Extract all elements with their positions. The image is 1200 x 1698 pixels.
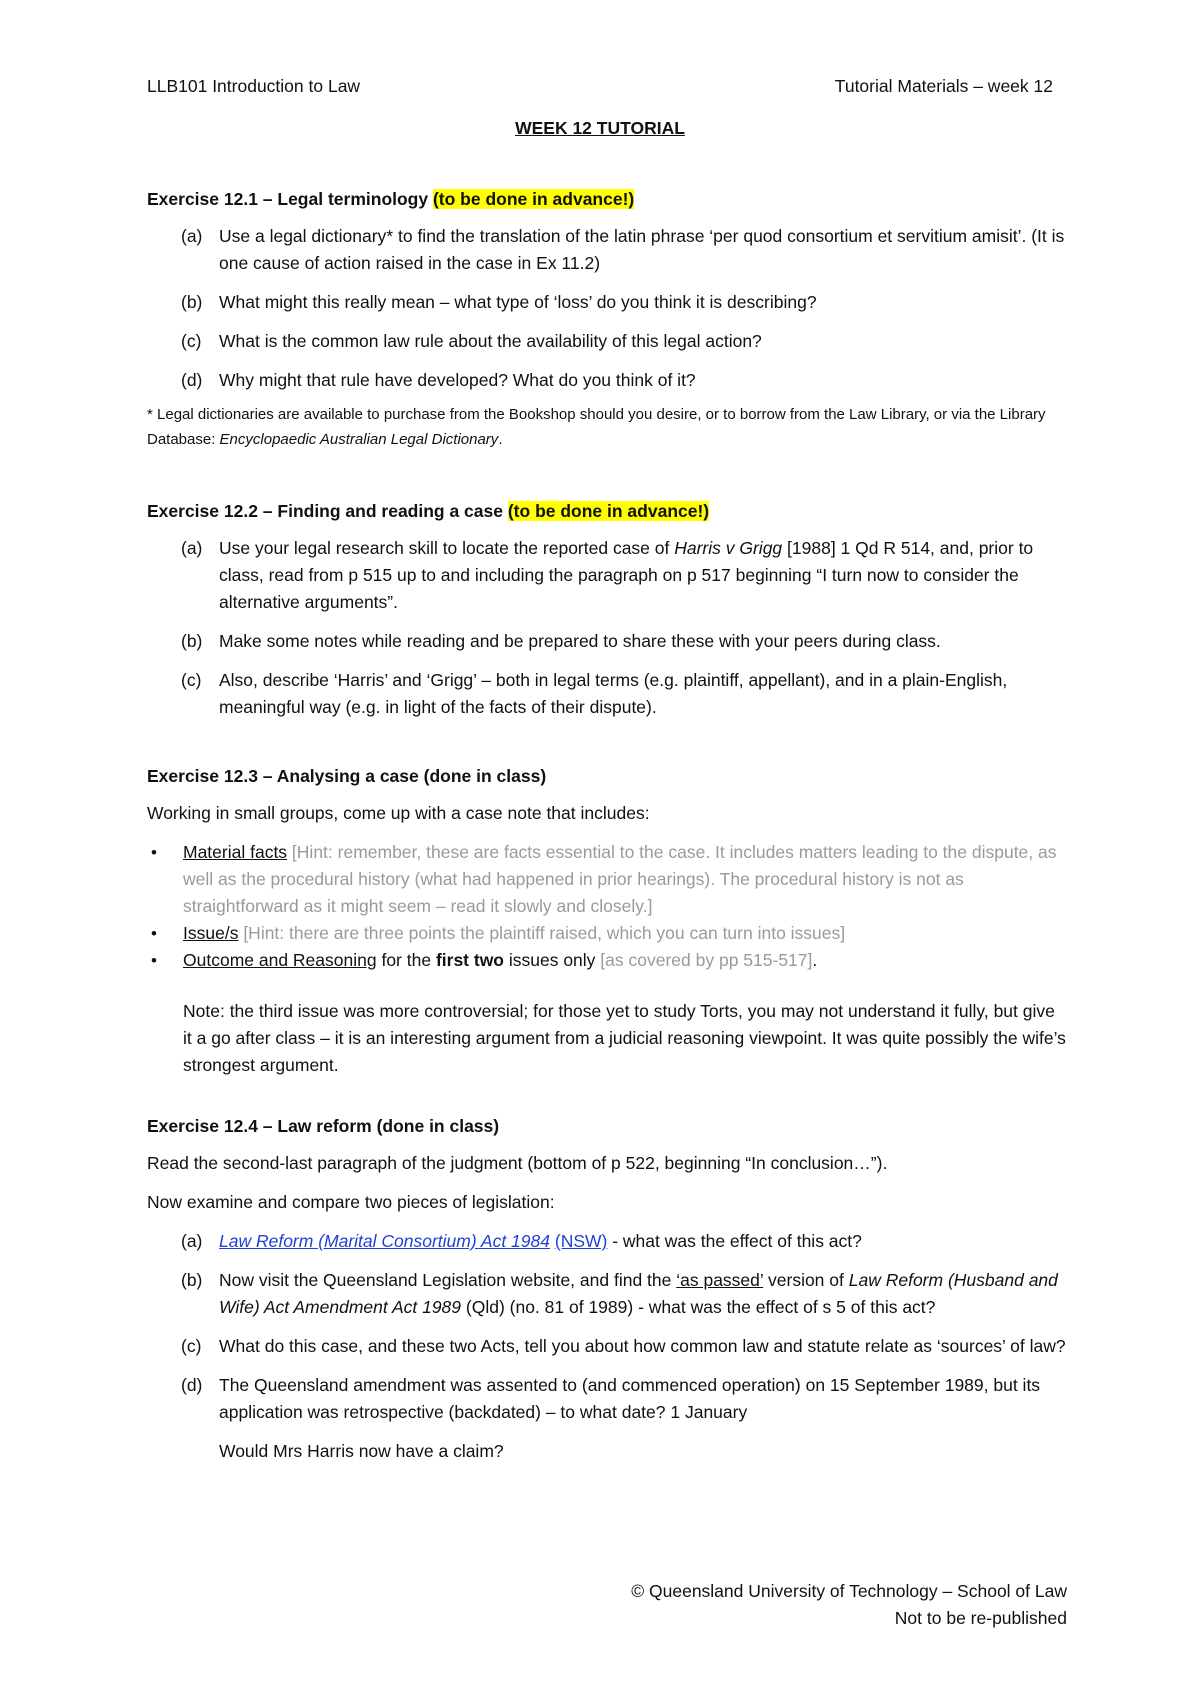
list-item	[147, 535, 1067, 616]
nsw-link[interactable]: (NSW)	[554, 1231, 608, 1251]
materials-label: Tutorial Materials – week 12	[834, 76, 1053, 96]
item-label: (b)	[181, 1270, 203, 1290]
item-label: (b)	[181, 631, 203, 651]
list-item	[147, 289, 1067, 316]
exercise-3-intro: Working in small groups, come up with a case note that includes:	[147, 803, 650, 823]
tutorial-content	[147, 186, 1067, 1477]
item-text: for the	[376, 950, 436, 970]
exercise-1-heading	[147, 186, 1067, 213]
copyright-line: © Queensland University of Technology – School of Law	[631, 1581, 1067, 1601]
footnote-database: Encyclopaedic Australian Legal Dictionary	[219, 431, 499, 448]
nsw-act-link[interactable]: Law Reform (Marital Consortium) Act 1984	[219, 1231, 550, 1251]
case-note-list	[147, 839, 1067, 974]
list-item	[147, 223, 1067, 277]
third-issue-note: Note: the third issue was more controversial; for those yet to study Torts, you may not understand it fully, but give it a go after class – it is an interesting argument from a judicial reasoning viewpoint. It was quite possibly the wife’s strongest argument.	[183, 1001, 1066, 1075]
material-facts-term: Material facts	[183, 842, 288, 862]
page-header	[147, 76, 1053, 100]
item-text: What do this case, and these two Acts, tell you about how common law and statute relate as ‘sources’ of law?	[219, 1336, 1066, 1356]
bullet-icon: •	[151, 843, 157, 862]
item-text: - what was the effect of this act?	[607, 1231, 862, 1251]
hint-text: [Hint: there are three points the plaintiff raised, which you can turn into issues]	[238, 923, 846, 943]
list-item	[147, 1228, 1067, 1255]
exercise-4-heading: Exercise 12.4 – Law reform (done in class)	[147, 1116, 500, 1136]
list-item	[147, 367, 1067, 394]
item-text: Make some notes while reading and be prepared to share these with your peers during class.	[219, 631, 941, 651]
page-footer	[631, 1578, 1067, 1632]
hint-text: [as covered by pp 515-517]	[600, 950, 813, 970]
item-text: The Queensland amendment was assented to (and commenced operation) on 15 September 1989, but its application was retrospective (backdated) – to what date? 1 January	[219, 1375, 1041, 1422]
list-item	[147, 1333, 1067, 1360]
case-name: Harris v Grigg	[674, 538, 783, 558]
item-text: [1988] 1 Qd R 514, and, prior to class, read from p 515 up to and including the paragraph on p 517 beginning “I turn now to consider the alternative arguments”.	[219, 538, 1034, 612]
exercise-3-heading: Exercise 12.3 – Analysing a case (done in class)	[147, 766, 547, 786]
list-item	[147, 628, 1067, 655]
item-label: (a)	[181, 226, 203, 246]
exercise-4-questions	[147, 1228, 1067, 1465]
list-item	[147, 947, 1067, 974]
item-label: (d)	[181, 1375, 203, 1395]
list-item	[147, 328, 1067, 355]
exercise-2-title: Exercise 12.2 – Finding and reading a case	[147, 501, 508, 521]
course-title: LLB101 Introduction to Law	[147, 76, 361, 96]
exercise-4-para-1: Read the second-last paragraph of the judgment (bottom of p 522, beginning “In conclusion…”).	[147, 1153, 888, 1173]
footnote-text: * Legal dictionaries are available to purchase from the Bookshop should you desire, or to borrow from the Law Library, or via the Library Database:	[147, 406, 1046, 448]
dictionary-footnote	[147, 402, 1067, 452]
follow-up-question: Would Mrs Harris now have a claim?	[219, 1441, 504, 1461]
outcome-term: Outcome and Reasoning	[183, 950, 377, 970]
item-text: Why might that rule have developed? What do you think of it?	[219, 370, 696, 390]
item-text: Use your legal research skill to locate the reported case of	[219, 538, 675, 558]
item-text: version of	[763, 1270, 849, 1290]
exercise-2-questions	[147, 535, 1067, 721]
bullet-icon: •	[151, 951, 157, 970]
item-label: (b)	[181, 292, 203, 312]
issues-term: Issue/s	[183, 923, 239, 943]
advance-highlight: (to be done in advance!)	[507, 501, 710, 521]
item-label: (a)	[181, 538, 203, 558]
footnote-end: .	[498, 431, 503, 448]
qld-act-name: Law Reform (Husband and Wife) Act Amendment Act 1989	[219, 1270, 1058, 1317]
item-label: (c)	[181, 1336, 202, 1356]
bullet-icon: •	[151, 924, 157, 943]
item-text: What might this really mean – what type of ‘loss’ do you think it is describing?	[219, 292, 817, 312]
exercise-1-questions	[147, 223, 1067, 394]
list-item	[147, 667, 1067, 721]
item-label: (d)	[181, 370, 203, 390]
item-label: (a)	[181, 1231, 203, 1251]
item-text: (Qld) (no. 81 of 1989) - what was the effect of s 5 of this act?	[461, 1297, 936, 1317]
item-text: Use a legal dictionary* to find the translation of the latin phrase ‘per quod consortium et servitium amisit’. (It is one cause of action raised in the case in Ex 11.2)	[219, 226, 1065, 273]
item-text: Now visit the Queensland Legislation website, and find the	[219, 1270, 677, 1290]
list-item	[147, 920, 1067, 947]
list-item	[147, 1372, 1067, 1465]
first-two-emphasis: first two	[435, 950, 504, 970]
as-passed-link[interactable]: ‘as passed’	[676, 1270, 764, 1290]
list-item	[147, 839, 1067, 920]
page-title: WEEK 12 TUTORIAL	[515, 118, 685, 138]
republish-notice: Not to be re-published	[894, 1608, 1067, 1628]
hint-text: [Hint: remember, these are facts essential to the case. It includes matters leading to the dispute, as well as the procedural history (what had happened in prior hearings). The procedural history is not as straightforward as it might seem – read it slowly and closely.]	[183, 842, 1057, 916]
exercise-1-title: Exercise 12.1 – Legal terminology	[147, 189, 433, 209]
advance-highlight: (to be done in advance!)	[432, 189, 635, 209]
exercise-4-para-2: Now examine and compare two pieces of legislation:	[147, 1192, 555, 1212]
item-label: (c)	[181, 331, 202, 351]
item-text: What is the common law rule about the availability of this legal action?	[219, 331, 762, 351]
item-text: .	[812, 950, 818, 970]
item-text: Also, describe ‘Harris’ and ‘Grigg’ – both in legal terms (e.g. plaintiff, appellant), and in a plain-English, meaningful way (e.g. in light of the facts of their dispute).	[219, 670, 1008, 717]
exercise-2-heading	[147, 498, 1067, 525]
item-text: issues only	[504, 950, 601, 970]
item-label: (c)	[181, 670, 202, 690]
list-item	[147, 1267, 1067, 1321]
